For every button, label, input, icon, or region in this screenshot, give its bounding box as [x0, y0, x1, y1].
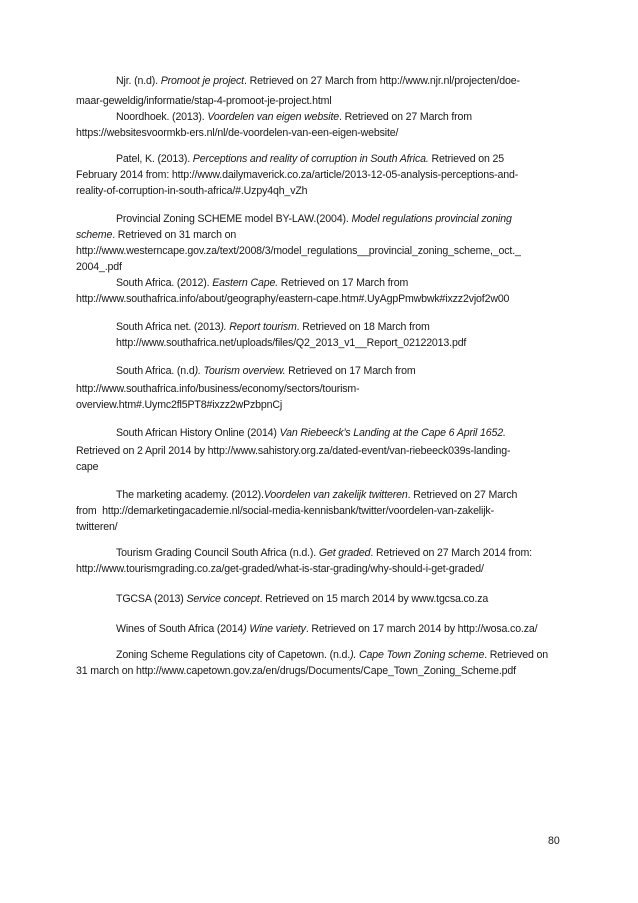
reference-line: Njr. (n.d). Promoot je project. Retrieved on 27 March from http://www.njr.nl/projecten/doe-: [116, 75, 520, 87]
reference-line: Provincial Zoning SCHEME model BY-LAW.(2004). Model regulations provincial zoning: [116, 213, 512, 225]
reference-line: South African History Online (2014) Van Riebeeck’s Landing at the Cape 6 April 1652.: [116, 427, 506, 439]
reference-line: twitteren/: [76, 521, 118, 533]
reference-line: TGCSA (2013) Service concept. Retrieved on 15 march 2014 by www.tgcsa.co.za: [116, 593, 489, 605]
reference-line: The marketing academy. (2012).Voordelen van zakelijk twitteren. Retrieved on 27 March: [116, 489, 518, 501]
reference-line: cape: [76, 461, 99, 473]
reference-line: http://www.southafrica.net/uploads/files/Q2_2013_v1__Report_02122013.pdf: [116, 337, 467, 349]
reference-line: 2004_.pdf: [76, 261, 122, 273]
reference-line: South Africa net. (2013). Report tourism. Retrieved on 18 March from: [116, 321, 430, 333]
reference-line: overview.htm#.Uymc2fl5PT8#ixzz2wPzbpnCj: [76, 399, 283, 411]
reference-line: http://www.westerncape.gov.za/text/2008/3/model_regulations__provincial_zoning_scheme,_oct._: [76, 245, 521, 257]
reference-line: maar-geweldig/informatie/stap-4-promoot-je-project.html: [76, 95, 332, 107]
reference-line: http://www.tourismgrading.co.za/get-graded/what-is-star-grading/why-should-i-get-graded/: [76, 563, 484, 575]
reference-line: Zoning Scheme Regulations city of Capetown. (n.d.). Cape Town Zoning scheme. Retrieved on: [116, 649, 549, 661]
reference-line: South Africa. (2012). Eastern Cape. Retrieved on 17 March from: [116, 277, 409, 289]
reference-line: South Africa. (n.d). Tourism overview. Retrieved on 17 March from: [116, 365, 416, 377]
reference-line: 31 march on http://www.capetown.gov.za/en/drugs/Documents/Cape_Town_Zoning_Scheme.pdf: [76, 665, 516, 677]
page-number: 80: [548, 835, 560, 847]
reference-line: https://websitesvoormkb-ers.nl/nl/de-voordelen-van-een-eigen-website/: [76, 127, 399, 139]
reference-line: Patel, K. (2013). Perceptions and reality of corruption in South Africa. Retrieved on 25: [116, 153, 505, 165]
reference-line: reality-of-corruption-in-south-africa/#.Uzpy4qh_vZh: [76, 185, 308, 197]
reference-line: Noordhoek. (2013). Voordelen van eigen website. Retrieved on 27 March from: [116, 111, 472, 123]
reference-line: http://www.southafrica.info/business/economy/sectors/tourism-: [76, 383, 360, 395]
reference-line: Tourism Grading Council South Africa (n.d.). Get graded. Retrieved on 27 March 2014 from:: [116, 547, 532, 559]
reference-line: http://www.southafrica.info/about/geography/eastern-cape.htm#.UyAgpPmwbwk#ixzz2vjof2w00: [76, 293, 510, 305]
reference-line: February 2014 from: http://www.dailymaverick.co.za/article/2013-12-05-analysis-perceptions-and-: [76, 169, 519, 181]
reference-line: from http://demarketingacademie.nl/social-media-kennisbank/twitter/voordelen-van-zakelijk-: [76, 505, 494, 517]
reference-line: Wines of South Africa (2014) Wine variety. Retrieved on 17 march 2014 by http://wosa.co.za/: [116, 623, 538, 635]
reference-line: Retrieved on 2 April 2014 by http://www.sahistory.org.za/dated-event/van-riebeeck039s-landing-: [76, 445, 511, 457]
reference-line: scheme. Retrieved on 31 march on: [76, 229, 237, 241]
